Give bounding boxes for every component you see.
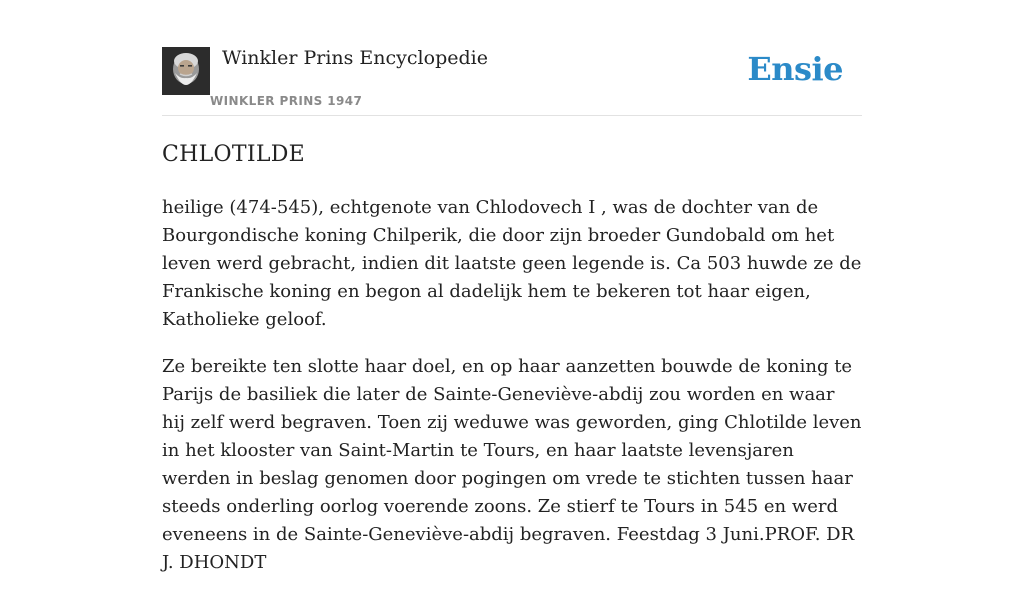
article (162, 140, 862, 596)
site-title[interactable]: Winkler Prins Encyclopedie (222, 47, 488, 69)
edition-label: WINKLER PRINS 1947 (210, 94, 363, 108)
article-paragraph: heilige (474-545), echtgenote van Chlodovech I , was de dochter van de Bourgondische koning Chilperik, die door zijn broeder Gundobald om het leven werd gebracht, indien dit laatste geen legende is. Ca 503 huwde ze de Frankische koning en begon al dadelijk hem te bekeren tot haar eigen, Katholieke geloof. (162, 197, 862, 330)
article-paragraph: Ze bereikte ten slotte haar doel, en op haar aanzetten bouwde de koning te Parijs de basiliek die later de Sainte-Geneviève-abdij zou worden en waar hij zelf werd begraven. Toen zij weduwe was geworden, ging Chlotilde leven in het klooster van Saint-Martin te Tours, en haar laatste levensjaren werden in beslag genomen door pogingen om vrede te stichten tussen haar steeds onderling oorlog voerende zoons. Ze stierf te Tours in 545 en werd eveneens in de Sainte-Geneviève-abdij begraven. Feestdag 3 Juni.PROF. DR J. DHONDT (162, 356, 862, 573)
brand-logo[interactable]: Ensie (747, 50, 843, 88)
header (162, 44, 862, 116)
article-title: CHLOTILDE (162, 142, 306, 167)
bearded-man-portrait-icon[interactable] (162, 47, 210, 95)
